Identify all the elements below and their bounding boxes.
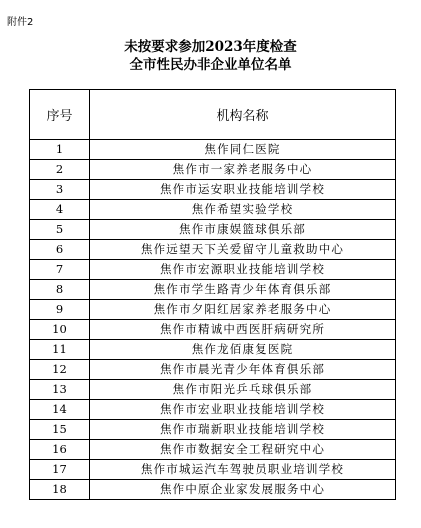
row-name: 焦作龙佰康复医院 xyxy=(90,340,396,360)
document-title-line-1: 未按要求参加2023年度检查 xyxy=(124,39,297,55)
row-name: 焦作中原企业家发展服务中心 xyxy=(90,480,396,500)
organization-table xyxy=(29,89,396,500)
row-number: 16 xyxy=(30,440,90,460)
row-name: 焦作同仁医院 xyxy=(90,140,396,160)
header-number: 序号 xyxy=(30,90,90,140)
table-row xyxy=(30,280,396,300)
table-row xyxy=(30,340,396,360)
row-number: 6 xyxy=(30,240,90,260)
row-number: 18 xyxy=(30,480,90,500)
row-number: 10 xyxy=(30,320,90,340)
table-row xyxy=(30,360,396,380)
row-number: 11 xyxy=(30,340,90,360)
row-name: 焦作市精诚中西医肝病研究所 xyxy=(90,320,396,340)
document-title-line-2: 全市性民办非企业单位名单 xyxy=(129,57,292,73)
row-name: 焦作市夕阳红居家养老服务中心 xyxy=(90,300,396,320)
attachment-label: 附件2 xyxy=(7,17,34,28)
row-name: 焦作市学生路青少年体育俱乐部 xyxy=(90,280,396,300)
table-row xyxy=(30,200,396,220)
row-number: 1 xyxy=(30,140,90,160)
table-row xyxy=(30,480,396,500)
row-number: 14 xyxy=(30,400,90,420)
row-name: 焦作希望实验学校 xyxy=(90,200,396,220)
row-name: 焦作市城运汽车驾驶员职业培训学校 xyxy=(90,460,396,480)
table-row xyxy=(30,400,396,420)
table-row xyxy=(30,180,396,200)
row-number: 13 xyxy=(30,380,90,400)
table-header-row xyxy=(30,90,396,140)
row-number: 17 xyxy=(30,460,90,480)
row-name: 焦作市阳光乒乓球俱乐部 xyxy=(90,380,396,400)
row-number: 9 xyxy=(30,300,90,320)
table-row xyxy=(30,320,396,340)
header-name: 机构名称 xyxy=(90,90,396,140)
table-row xyxy=(30,160,396,180)
row-name: 焦作市数据安全工程研究中心 xyxy=(90,440,396,460)
row-number: 5 xyxy=(30,220,90,240)
row-number: 4 xyxy=(30,200,90,220)
table-row xyxy=(30,240,396,260)
row-number: 12 xyxy=(30,360,90,380)
table-row xyxy=(30,260,396,280)
row-name: 焦作市宏业职业技能培训学校 xyxy=(90,400,396,420)
row-number: 3 xyxy=(30,180,90,200)
table-row xyxy=(30,380,396,400)
row-number: 7 xyxy=(30,260,90,280)
row-name: 焦作市瑞新职业技能培训学校 xyxy=(90,420,396,440)
row-number: 15 xyxy=(30,420,90,440)
table-row xyxy=(30,220,396,240)
row-name: 焦作市宏源职业技能培训学校 xyxy=(90,260,396,280)
table-row xyxy=(30,440,396,460)
row-name: 焦作市晨光青少年体育俱乐部 xyxy=(90,360,396,380)
table-row xyxy=(30,300,396,320)
row-name: 焦作远望天下关爱留守儿童救助中心 xyxy=(90,240,396,260)
table-row xyxy=(30,460,396,480)
row-name: 焦作市运安职业技能培训学校 xyxy=(90,180,396,200)
table-row xyxy=(30,140,396,160)
row-name: 焦作市康娱篮球俱乐部 xyxy=(90,220,396,240)
row-name: 焦作市一家养老服务中心 xyxy=(90,160,396,180)
row-number: 2 xyxy=(30,160,90,180)
row-number: 8 xyxy=(30,280,90,300)
table-row xyxy=(30,420,396,440)
